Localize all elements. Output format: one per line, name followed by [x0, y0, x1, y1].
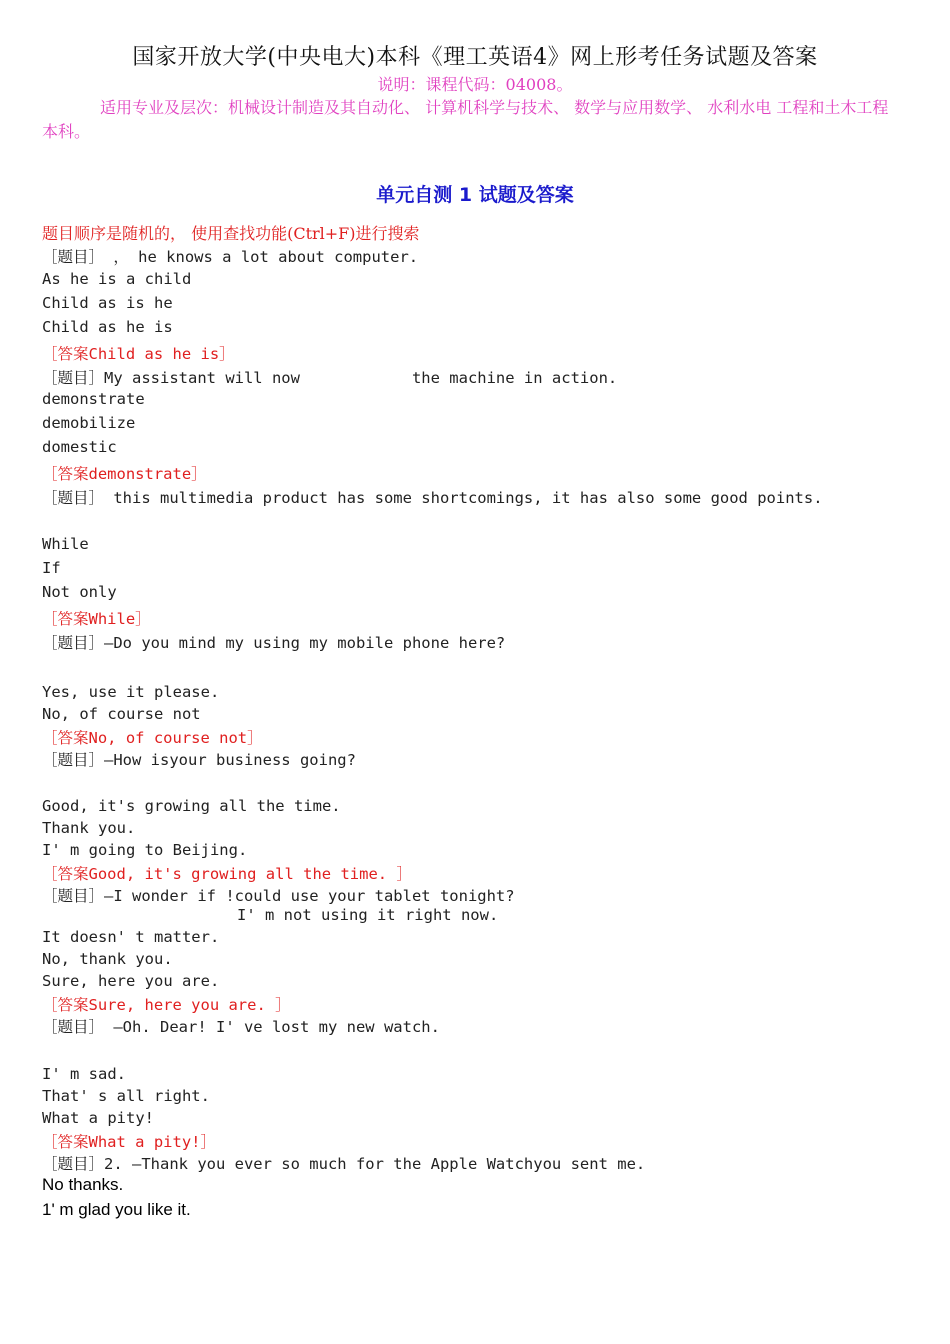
- option: Child as is he: [42, 294, 173, 312]
- question-stem: ［题目］—Do you mind my using my mobile phone here?: [42, 634, 506, 652]
- question-stem: ［题目］—I wonder if !could use your tablet tonight?: [42, 887, 515, 905]
- answer: ［答案While］: [42, 610, 151, 628]
- option: If: [42, 559, 61, 577]
- question-stem: ［题目］ ， he knows a lot about computer.: [42, 248, 419, 266]
- option: I' m going to Beijing.: [42, 841, 248, 859]
- option: demobilize: [42, 414, 136, 432]
- answer: ［答案What a pity!］: [42, 1133, 216, 1151]
- option: demonstrate: [42, 390, 145, 408]
- search-notice: 题目顺序是随机的， 使用查找功能(Ctrl+F)进行搜索: [42, 224, 420, 243]
- option: Child as he is: [42, 318, 173, 336]
- option: That' s all right.: [42, 1087, 210, 1105]
- answer: ［答案Good, it's growing all the time. ］: [42, 865, 412, 883]
- option: While: [42, 535, 89, 553]
- option: Not only: [42, 583, 117, 601]
- answer: ［答案Sure, here you are. ］: [42, 996, 291, 1014]
- answer: ［答案demonstrate］: [42, 465, 207, 483]
- option: It doesn' t matter.: [42, 928, 220, 946]
- course-note: 说明：课程代码：04008。: [377, 75, 573, 94]
- option: 1' m glad you like it.: [42, 1200, 191, 1219]
- document-title: 国家开放大学(中央电大)本科《理工英语4》网上形考任务试题及答案: [132, 45, 818, 70]
- answer: ［答案Child as he is］: [42, 345, 235, 363]
- option: No, thank you.: [42, 950, 173, 968]
- option: Thank you.: [42, 819, 136, 837]
- question-stem: ［题目］2. —Thank you ever so much for the Apple Watchyou sent me.: [42, 1155, 646, 1173]
- option: As he is a child: [42, 270, 192, 288]
- question-stem: ［题目］My assistant will now the machine in action.: [42, 369, 618, 387]
- applicable-majors: 适用专业及层次：机械设计制造及其自动化、 计算机科学与技术、 数学与应用数学、 水利水电 工程和土木工程本科。: [42, 98, 889, 141]
- answer: ［答案No, of course not］: [42, 729, 263, 747]
- question-stem: ［题目］—How isyour business going?: [42, 751, 356, 769]
- option: I' m sad.: [42, 1065, 126, 1083]
- option: No thanks.: [42, 1175, 124, 1194]
- option: Sure, here you are.: [42, 972, 220, 990]
- option: No, of course not: [42, 705, 201, 723]
- question-stem: ［题目］ —Oh. Dear! I' ve lost my new watch.: [42, 1018, 440, 1036]
- option: Good, it's growing all the time.: [42, 797, 341, 815]
- question-stem: ［题目］ this multimedia product has some shortcomings, it has also some good points.: [42, 489, 823, 507]
- unit-heading: 单元自测 1 试题及答案: [376, 184, 574, 206]
- option: What a pity!: [42, 1109, 154, 1127]
- option: domestic: [42, 438, 117, 456]
- option: Yes, use it please.: [42, 683, 220, 701]
- question-stem-continued: I' m not using it right now.: [237, 906, 499, 924]
